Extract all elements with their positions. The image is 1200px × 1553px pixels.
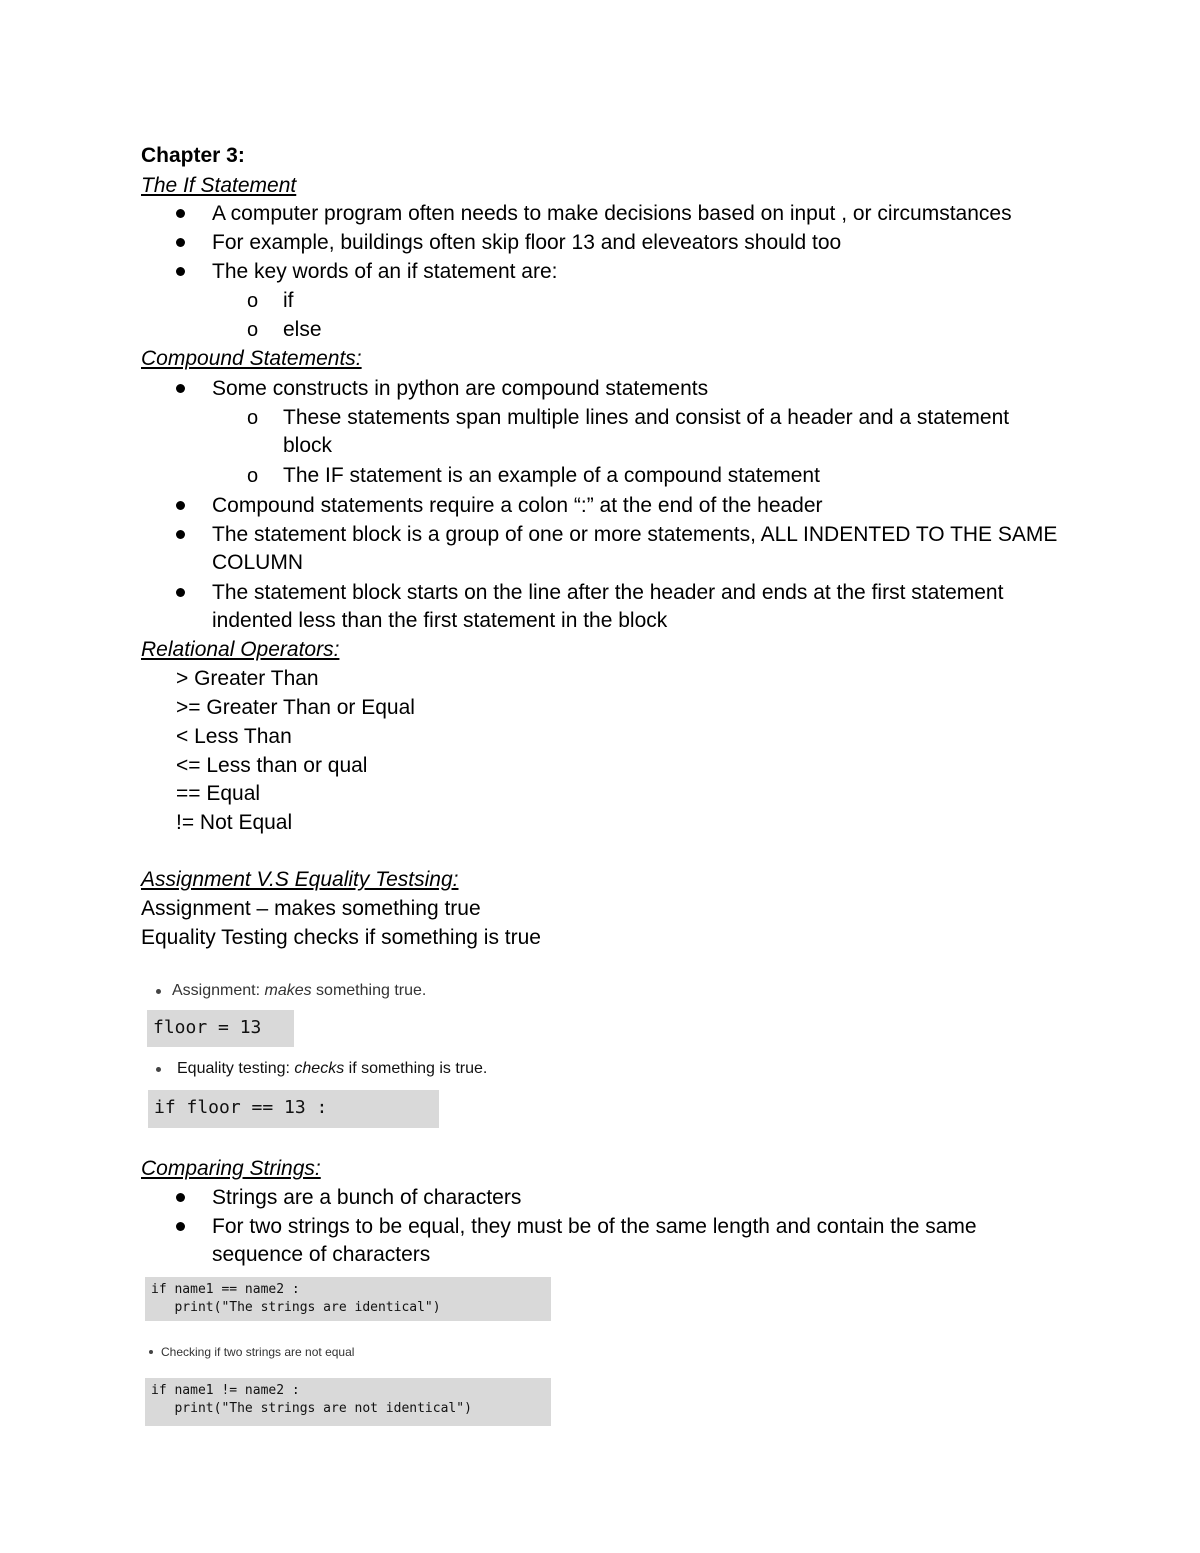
- list-item: The key words of an if statement are:: [212, 260, 558, 283]
- chapter-title: Chapter 3:: [141, 144, 245, 167]
- if-statement-heading: The If Statement: [141, 174, 297, 197]
- strings-heading: Comparing Strings:: [141, 1157, 321, 1180]
- circle-bullet-icon: o: [247, 407, 259, 429]
- slide-bullet-equality: [177, 1058, 487, 1080]
- operator-item: == Equal: [176, 782, 261, 805]
- bullet-icon: [176, 384, 185, 393]
- bullet-icon: [156, 1067, 161, 1072]
- bullet-icon: [156, 989, 161, 994]
- operator-item: < Less Than: [176, 725, 292, 748]
- list-item: For two strings to be equal, they must be of the same length and contain the same sequence of characters: [212, 1215, 977, 1266]
- bullet-icon: [176, 501, 185, 510]
- keyword-if: if: [283, 289, 294, 312]
- code-block-equality: if floor == 13 :: [148, 1090, 439, 1128]
- list-subitem: These statements span multiple lines and consist of a header and a statement block: [283, 406, 1010, 457]
- list-item: Compound statements require a colon “:” at the end of the header: [212, 494, 823, 517]
- equality-line: Equality Testing checks if something is true: [141, 926, 541, 949]
- slide-text: something true.: [311, 982, 427, 999]
- slide-emphasis: checks: [294, 1060, 345, 1077]
- assignment-heading: Assignment V.S Equality Testsing:: [141, 868, 459, 891]
- slide-text: Equality testing:: [177, 1060, 295, 1077]
- list-subitem: The IF statement is an example of a compound statement: [283, 464, 820, 487]
- code-block-assignment: floor = 13: [147, 1010, 294, 1047]
- operator-item: > Greater Than: [176, 667, 319, 690]
- slide-note: Checking if two strings are not equal: [161, 1345, 355, 1359]
- code-block-strings-not-equal: if name1 != name2 : print("The strings are not identical"): [145, 1378, 551, 1426]
- slide-text: Assignment:: [172, 982, 265, 999]
- code-block-strings-equal: if name1 == name2 : print("The strings are identical"): [145, 1277, 551, 1321]
- bullet-icon: [176, 588, 185, 597]
- list-item: Some constructs in python are compound statements: [212, 377, 709, 400]
- slide-bullet-assignment: [172, 980, 426, 1002]
- bullet-icon: [176, 238, 185, 247]
- list-item: For example, buildings often skip floor 13 and eleveators should too: [212, 231, 842, 254]
- compound-heading: Compound Statements:: [141, 347, 362, 370]
- list-item: The statement block starts on the line after the header and ends at the first statement indented less than the first statement in the block: [212, 581, 1004, 632]
- circle-bullet-icon: o: [247, 290, 259, 312]
- operator-item: >= Greater Than or Equal: [176, 696, 415, 719]
- bullet-icon: [176, 530, 185, 539]
- slide-text: if something is true.: [344, 1060, 488, 1077]
- slide-emphasis: makes: [264, 982, 312, 999]
- bullet-icon: [176, 209, 185, 218]
- assignment-line: Assignment – makes something true: [141, 897, 481, 920]
- bullet-icon: [176, 267, 185, 276]
- operator-item: <= Less than or qual: [176, 754, 368, 777]
- circle-bullet-icon: o: [247, 319, 259, 341]
- circle-bullet-icon: o: [247, 465, 259, 487]
- bullet-icon: [149, 1350, 153, 1354]
- relational-heading: Relational Operators:: [141, 638, 340, 661]
- keyword-else: else: [283, 318, 322, 341]
- list-item: The statement block is a group of one or more statements, ALL INDENTED TO THE SAME COLUMN: [212, 523, 1058, 574]
- operator-item: != Not Equal: [176, 811, 293, 834]
- list-item: Strings are a bunch of characters: [212, 1186, 522, 1209]
- bullet-icon: [176, 1222, 185, 1231]
- list-item: A computer program often needs to make decisions based on input , or circumstances: [212, 202, 1012, 225]
- bullet-icon: [176, 1193, 185, 1202]
